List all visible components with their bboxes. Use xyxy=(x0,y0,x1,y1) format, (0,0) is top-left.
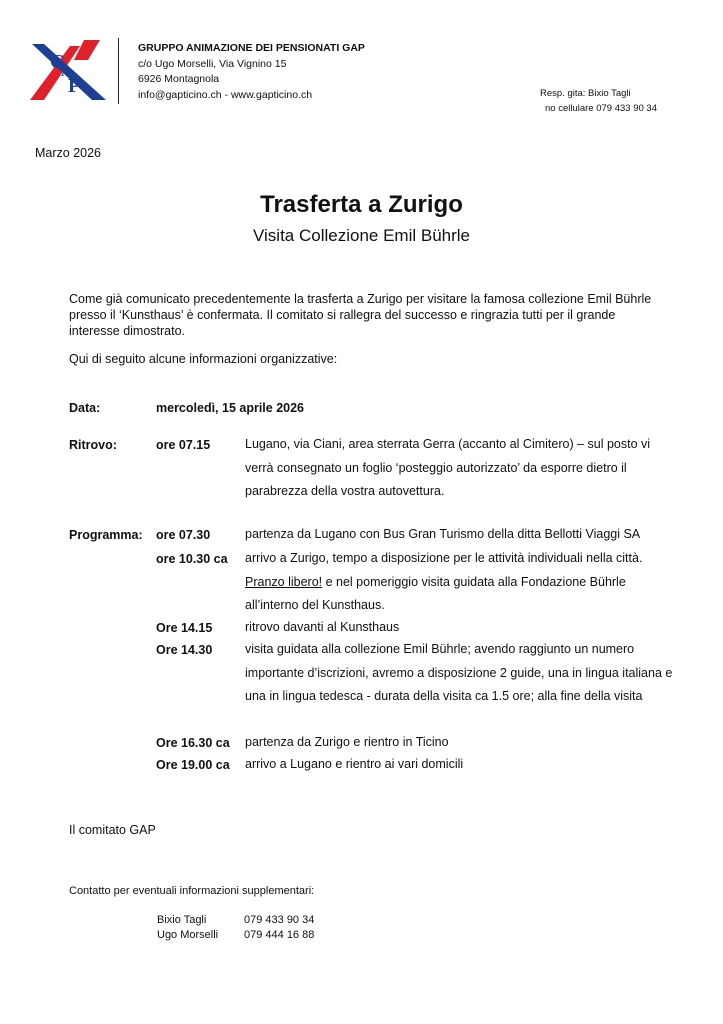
contact-row xyxy=(157,913,314,928)
logo-letter-p: P xyxy=(68,75,81,97)
contact-name: Ugo Morselli xyxy=(157,929,219,941)
org-name: GRUPPO ANIMAZIONE DEI PENSIONATI GAP xyxy=(138,42,365,54)
address-line-2: 6926 Montagnola xyxy=(138,73,220,85)
contact-intro: Contatto per eventuali informazioni supplementari: xyxy=(69,885,315,897)
schedule-text: ritrovo davanti al Kunsthaus xyxy=(245,620,400,634)
responsible-block xyxy=(540,86,657,116)
schedule-time: ore 10.30 ca xyxy=(156,552,228,566)
schedule-text-arrival xyxy=(245,547,675,618)
contact-name: Bixio Tagli xyxy=(157,914,207,926)
responsible-phone: no cellulare 079 433 90 34 xyxy=(545,103,657,114)
contact-phone: 079 444 16 88 xyxy=(244,929,315,941)
contact-phone: 079 433 90 34 xyxy=(244,914,315,926)
ritrovo-text: Lugano, via Ciani, area sterrata Gerra (accanto al Cimitero) – sul posto vi verrà consegnato un foglio ‘posteggio autorizzato’ da esporre dietro il parabrezza della vostra autovettura. xyxy=(245,437,651,498)
page-subtitle: Visita Collezione Emil Bührle xyxy=(252,226,470,245)
intro-info-line: Qui di seguito alcune informazioni organizzative: xyxy=(69,352,338,366)
schedule-text: partenza da Lugano con Bus Gran Turismo della ditta Bellotti Viaggi SA xyxy=(245,527,641,541)
header-divider xyxy=(118,38,119,104)
ritrovo-time: ore 07.15 xyxy=(156,438,211,452)
schedule-text-part: arrivo a Zurigo, tempo a disposizione per le attività individuali nella città. xyxy=(245,551,643,565)
logo-letter-a: A xyxy=(61,65,72,80)
closing-signature: Il comitato GAP xyxy=(69,823,156,837)
page-title: Trasferta a Zurigo xyxy=(260,191,463,218)
schedule-time: ore 07.30 xyxy=(156,528,211,542)
responsible-name: Resp. gita: Bixio Tagli xyxy=(540,88,631,99)
logo-red-accent xyxy=(74,40,100,60)
schedule-time: Ore 14.15 xyxy=(156,621,213,635)
schedule-text: arrivo a Lugano e rientro ai vari domicili xyxy=(245,757,464,771)
contact-line: info@gapticino.ch - www.gapticino.ch xyxy=(138,88,313,101)
address-line-1: c/o Ugo Morselli, Via Vignino 15 xyxy=(138,57,287,70)
data-value: mercoledì, 15 aprile 2026 xyxy=(156,401,305,415)
document-date: Marzo 2026 xyxy=(35,146,102,160)
intro-paragraph: Come già comunicato precedentemente la trasferta a Zurigo per visitare la famosa collezione Emil Bührle presso il ‘Kunsthaus’ è confermata. Il comitato si rallegra del successo e ringrazia tutti per il grande interesse dimostrato. xyxy=(69,292,652,338)
lunch-free-note: Pranzo libero! xyxy=(245,574,323,589)
ritrovo-label: Ritrovo: xyxy=(69,438,117,452)
programma-label: Programma: xyxy=(69,528,143,542)
gap-logo xyxy=(28,38,108,102)
schedule-text-part: e nel pomeriggio visita guidata alla Fondazione Bührle all’interno del Kunsthaus. xyxy=(245,574,626,612)
logo-letter-g: G xyxy=(50,51,66,73)
schedule-text: partenza da Zurigo e rientro in Ticino xyxy=(245,735,449,749)
schedule-text: visita guidata alla collezione Emil Bührle; avendo raggiunto un numero importante d’iscrizioni, avremo a disposizione 2 guide, una in lingua italiana e una in lingua tedesca - durata della visita ca 1.5 ore; alla fine della visita xyxy=(245,642,673,703)
data-label: Data: xyxy=(69,401,101,415)
org-block xyxy=(138,41,365,103)
schedule-time: Ore 14.30 xyxy=(156,643,213,657)
schedule-time: Ore 19.00 ca xyxy=(156,758,230,772)
contact-list xyxy=(157,913,314,943)
schedule-time: Ore 16.30 ca xyxy=(156,736,230,750)
contact-row xyxy=(157,928,314,943)
